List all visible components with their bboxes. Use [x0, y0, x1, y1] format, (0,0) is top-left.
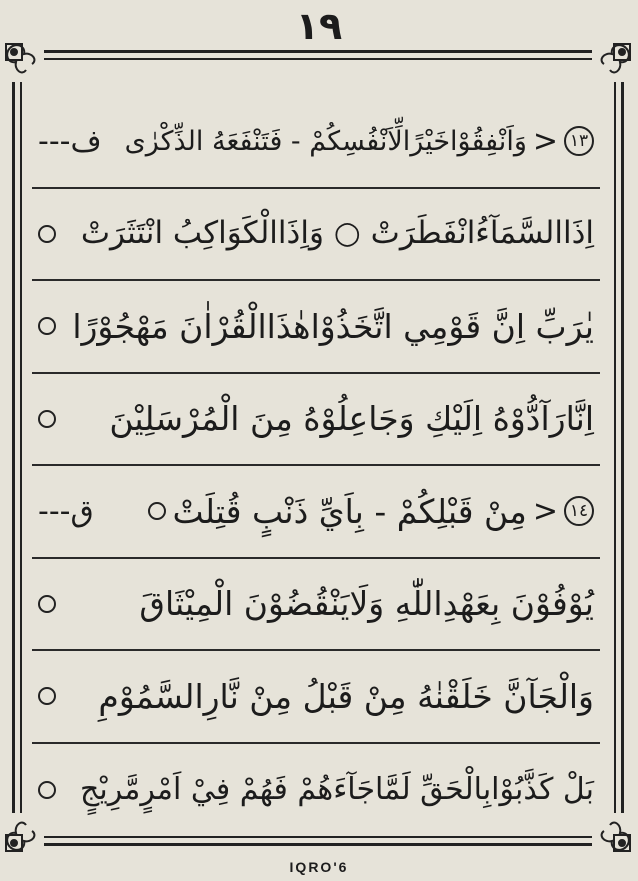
line-text: اِذَاالسَّمَآءُانْفَطَرَتْ ○ وَاِذَاالْكَوَاكِبُ انْتَثَرَتْ: [80, 215, 594, 252]
book-title-footer: IQRO'6: [289, 859, 349, 875]
text-line: [32, 466, 600, 559]
line-text: بَلْ كَذَّبُوْابِالْحَقِّ لَمَّاجَآءَهُمْ فَهُمْ فِيْ اَمْرٍمَّرِيْجٍ: [80, 771, 594, 807]
text-line: [32, 559, 600, 652]
verse-end-circle-icon: [148, 502, 166, 520]
waqf-mark: ف---: [38, 123, 102, 159]
line-text: وَاَنْفِقُوْاخَيْرًالِّاَنْفُسِكُمْ - فَتَنْفَعَهُ الذِّكْرٰى: [124, 125, 527, 157]
verse-end-circle-icon: [38, 317, 56, 335]
waqf-mark: ق---: [38, 493, 94, 529]
verse-end-circle-icon: [38, 595, 56, 613]
text-line: [32, 374, 600, 467]
ayah-number-badge: ١٤: [564, 496, 594, 526]
line-text: اِنَّارَآدُّوْهُ اِلَيْكِ وَجَاعِلُوْهُ مِنَ الْمُرْسَلِيْنَ: [109, 399, 594, 439]
verse-end-circle-icon: [38, 225, 56, 243]
verse-end-circle-icon: [38, 781, 56, 799]
chevron-icon: <: [532, 123, 558, 159]
text-lines: [32, 96, 600, 836]
verse-end-circle-icon: [38, 687, 56, 705]
page-number: ١٩: [295, 4, 343, 48]
text-line: [32, 651, 600, 744]
line-text: يٰرَبِّ اِنَّ قَوْمِي اتَّخَذُوْاهٰذَاالْقُرْاٰنَ مَهْجُوْرًا: [72, 306, 594, 346]
chevron-icon: <: [532, 493, 558, 529]
line-text: مِنْ قَبْلِكُمْ - بِاَيِّ ذَنْبٍ قُتِلَتْ: [172, 491, 527, 531]
text-line: [32, 96, 600, 189]
line-text: يُوْفُوْنَ بِعَهْدِاللّٰهِ وَلَايَنْقُضُوْنَ الْمِيْثَاقَ: [139, 584, 594, 624]
verse-end-circle-icon: [38, 410, 56, 428]
corner-ornament-icon: [2, 40, 44, 82]
text-line: [32, 744, 600, 837]
line-text: وَالْجَآنَّ خَلَقْنٰهُ مِنْ قَبْلُ مِنْ نَّارِالسَّمُوْمِ: [98, 676, 594, 716]
text-line: [32, 281, 600, 374]
corner-ornament-icon: [592, 40, 634, 82]
ayah-number-badge: ١٣: [564, 126, 594, 156]
text-line: [32, 189, 600, 282]
